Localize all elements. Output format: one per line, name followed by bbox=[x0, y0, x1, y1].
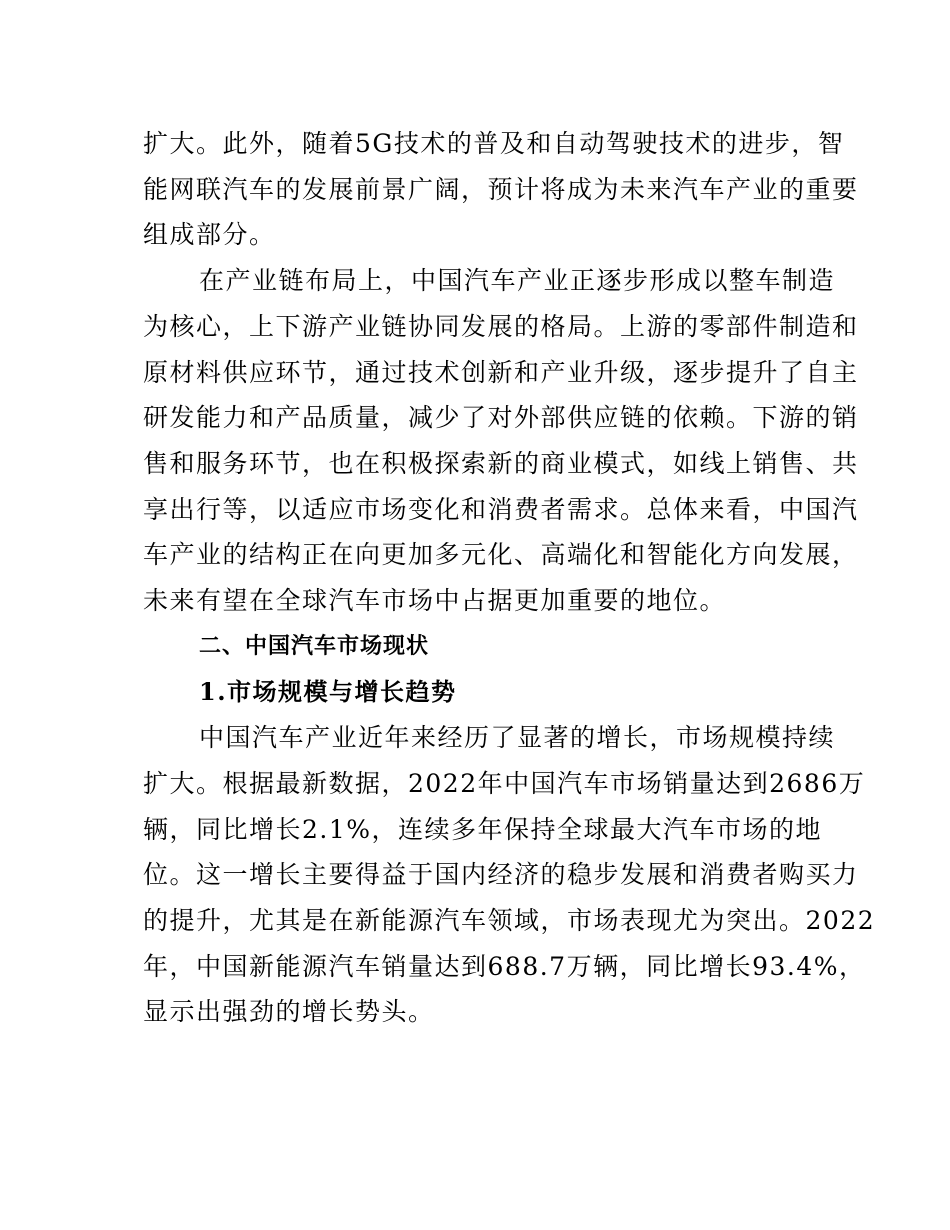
text-line: 年，中国新能源汽车销量达到688.7万辆，同比增长93.4%， bbox=[143, 951, 866, 981]
text-line: 为核心，上下游产业链协同发展的格局。上游的零部件制造和 bbox=[143, 311, 859, 341]
text-line: 能网联汽车的发展前景广阔，预计将成为未来汽车产业的重要 bbox=[143, 174, 859, 204]
text-line: 辆，同比增长2.1%，连续多年保持全球最大汽车市场的地 bbox=[143, 814, 823, 844]
text-line: 研发能力和产品质量，减少了对外部供应链的依赖。下游的销 bbox=[143, 403, 859, 433]
document-body bbox=[143, 121, 876, 1035]
subsection-heading: 1.市场规模与增长趋势 bbox=[199, 677, 457, 707]
text-line: 未来有望在全球汽车市场中占据更加重要的地位。 bbox=[143, 586, 727, 616]
text-line: 车产业的结构正在向更加多元化、高端化和智能化方向发展， bbox=[143, 540, 859, 570]
paragraph-continuation bbox=[143, 121, 859, 258]
text-line: 位。这一增长主要得益于国内经济的稳步发展和消费者购买力 bbox=[143, 860, 859, 890]
text-line: 显示出强劲的增长势头。 bbox=[143, 997, 435, 1027]
text-line: 扩大。根据最新数据，2022年中国汽车市场销量达到2686万 bbox=[143, 768, 866, 798]
paragraph-industry-chain bbox=[143, 258, 859, 624]
text-line: 原材料供应环节，通过技术创新和产业升级，逐步提升了自主 bbox=[143, 357, 859, 387]
text-line: 的提升，尤其是在新能源汽车领域，市场表现尤为突出。2022 bbox=[143, 905, 876, 935]
text-line: 享出行等，以适应市场变化和消费者需求。总体来看，中国汽 bbox=[143, 494, 859, 524]
text-line: 组成部分。 bbox=[143, 220, 276, 250]
section-heading: 二、中国汽车市场现状 bbox=[199, 633, 430, 659]
text-line: 在产业链布局上，中国汽车产业正逐步形成以整车制造 bbox=[199, 266, 836, 296]
text-line: 中国汽车产业近年来经历了显著的增长，市场规模持续 bbox=[199, 723, 836, 753]
paragraph-market-scale bbox=[143, 715, 876, 1035]
text-line: 售和服务环节，也在积极探索新的商业模式，如线上销售、共 bbox=[143, 448, 859, 478]
text-line: 扩大。此外，随着5G技术的普及和自动驾驶技术的进步，智 bbox=[143, 129, 845, 158]
